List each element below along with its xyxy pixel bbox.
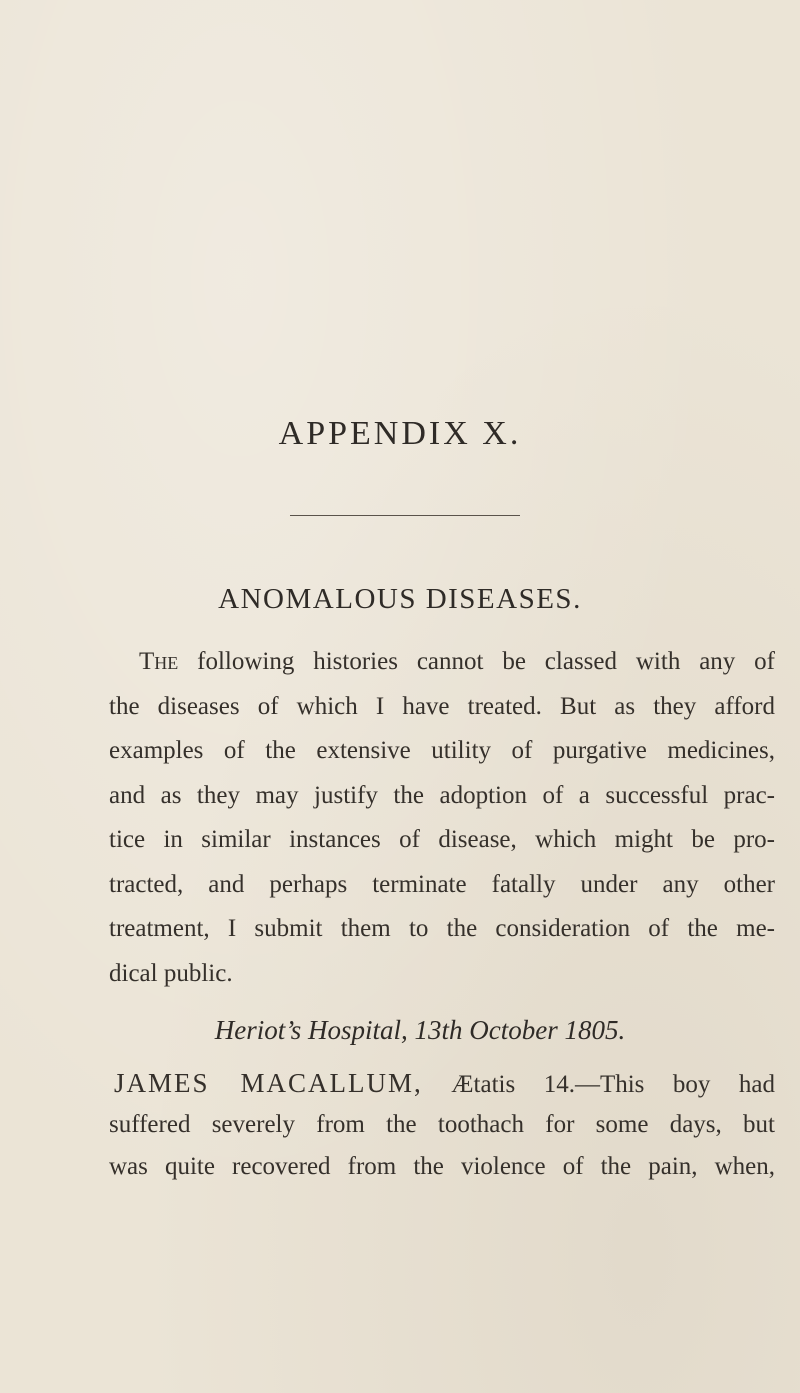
paragraph-line: JAMES MACALLUM, Ætatis 14.—This boy had: [114, 1068, 776, 1098]
paragraph-line: dical public.: [109, 959, 233, 987]
paragraph-line: tracted, and perhaps terminate fatally under any other: [109, 870, 775, 898]
patient-name: JAMES MACALLUM,: [114, 1068, 423, 1098]
paragraph-line: examples of the extensive utility of purgative medicines,: [109, 737, 775, 764]
case-dateline: Heriot’s Hospital, 13th October 1805.: [214, 1015, 626, 1045]
section-heading: ANOMALOUS DISEASES.: [218, 583, 582, 615]
paragraph-line: and as they may justify the adoption of a successful prac-: [109, 781, 775, 809]
paragraph-line: suffered severely from the toothach for some days, but: [109, 1111, 775, 1138]
appendix-title: APPENDIX X.: [278, 415, 522, 452]
paragraph-line: was quite recovered from the violence of the pain, when,: [109, 1153, 775, 1180]
paragraph-line: tice in similar instances of disease, which might be pro-: [109, 826, 775, 853]
intro-paragraph: [109, 640, 775, 996]
title-divider: [290, 515, 520, 516]
paragraph-line: treatment, I submit them to the consideration of the me-: [109, 915, 775, 942]
paragraph-line: the diseases of which I have treated. But as they afford: [109, 692, 775, 720]
paragraph-line: The following histories cannot be classed with any of: [139, 648, 775, 675]
lead-word: The: [139, 648, 179, 675]
case-paragraph: [109, 1062, 775, 1188]
